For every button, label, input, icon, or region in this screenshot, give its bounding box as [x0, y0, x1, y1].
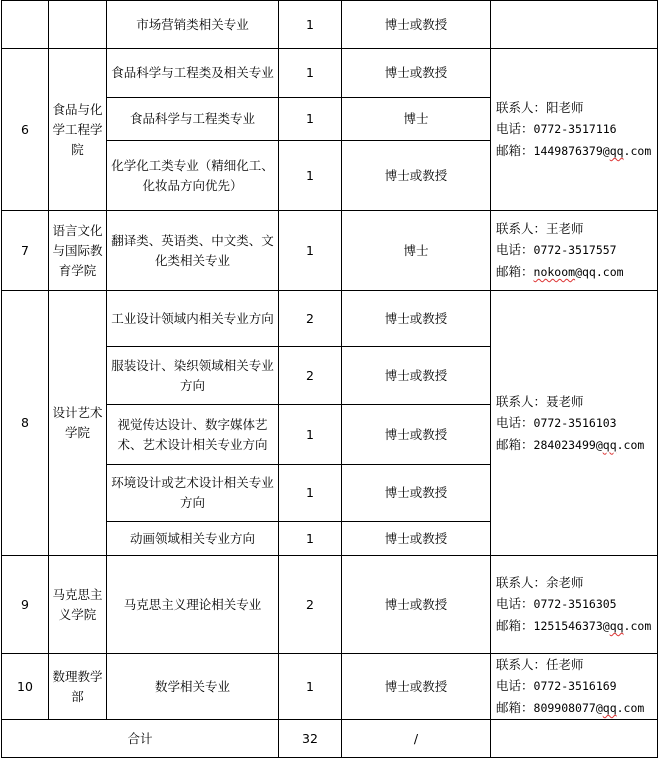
- major-cell: 市场营销类相关专业: [107, 1, 279, 49]
- count-cell: 1: [279, 98, 342, 141]
- count-cell: 1: [279, 141, 342, 211]
- degree-cell: 博士或教授: [342, 141, 491, 211]
- contact-cell: [491, 556, 658, 654]
- count-cell: 1: [279, 1, 342, 49]
- contact-cell: [491, 49, 658, 211]
- contact-person: 联系人：余老师: [496, 575, 584, 590]
- college-name: 数理教学部: [49, 654, 107, 720]
- degree-cell: 博士或教授: [342, 654, 491, 720]
- contact-phone: 电话：0772-3517557: [496, 242, 617, 257]
- table-row: [2, 654, 658, 720]
- degree-cell: 博士: [342, 98, 491, 141]
- row-number: 10: [2, 654, 49, 720]
- row-number: 7: [2, 211, 49, 291]
- degree-cell: 博士或教授: [342, 522, 491, 556]
- recruitment-table: [1, 0, 658, 758]
- contact-cell: [491, 291, 658, 556]
- count-cell: 2: [279, 347, 342, 405]
- degree-cell: 博士或教授: [342, 291, 491, 347]
- total-label: 合计: [2, 720, 279, 758]
- contact-email[interactable]: 邮箱：809908077@qq.com: [496, 700, 645, 715]
- major-cell: 服装设计、染织领域相关专业方向: [107, 347, 279, 405]
- table-row: [2, 211, 658, 291]
- total-degree: /: [342, 720, 491, 758]
- degree-cell: 博士或教授: [342, 1, 491, 49]
- degree-cell: 博士或教授: [342, 347, 491, 405]
- row-number: 6: [2, 49, 49, 211]
- table-row: [2, 1, 658, 49]
- contact-person: 联系人：王老师: [496, 221, 584, 236]
- major-cell: 视觉传达设计、数字媒体艺术、艺术设计相关专业方向: [107, 405, 279, 465]
- degree-cell: 博士或教授: [342, 465, 491, 522]
- contact-cell-empty: [491, 1, 658, 49]
- table-row: [2, 556, 658, 654]
- contact-phone: 电话：0772-3516103: [496, 414, 617, 430]
- college-name: 设计艺术学院: [49, 291, 107, 556]
- count-cell: 2: [279, 556, 342, 654]
- contact-phone: 电话：0772-3516305: [496, 596, 617, 611]
- contact-phone: 电话：0772-3517116: [496, 121, 617, 136]
- contact-email[interactable]: 邮箱：nokoom@qq.com: [496, 264, 624, 279]
- row-number: 9: [2, 556, 49, 654]
- contact-cell: [491, 654, 658, 720]
- college-name: 马克思主义学院: [49, 556, 107, 654]
- count-cell: 1: [279, 654, 342, 720]
- row-number: [2, 1, 49, 49]
- total-contact-empty: [491, 720, 658, 758]
- degree-cell: 博士或教授: [342, 405, 491, 465]
- count-cell: 1: [279, 211, 342, 291]
- contact-email[interactable]: 邮箱：1449876379@qq.com: [496, 143, 652, 158]
- contact-phone: 电话：0772-3516169: [496, 678, 617, 693]
- major-cell: 工业设计领域内相关专业方向: [107, 291, 279, 347]
- contact-person: 联系人：聂老师: [496, 393, 584, 409]
- contact-email[interactable]: 邮箱：284023499@qq.com: [496, 436, 645, 452]
- total-row: [2, 720, 658, 758]
- major-cell: 环境设计或艺术设计相关专业方向: [107, 465, 279, 522]
- major-cell: 马克思主义理论相关专业: [107, 556, 279, 654]
- count-cell: 1: [279, 465, 342, 522]
- degree-cell: 博士或教授: [342, 556, 491, 654]
- contact-person: 联系人：阳老师: [496, 100, 584, 115]
- count-cell: 2: [279, 291, 342, 347]
- major-cell: 翻译类、英语类、中文类、文化类相关专业: [107, 211, 279, 291]
- major-cell: 动画领域相关专业方向: [107, 522, 279, 556]
- count-cell: 1: [279, 522, 342, 556]
- major-cell: 化学化工类专业（精细化工、化妆品方向优先）: [107, 141, 279, 211]
- degree-cell: 博士: [342, 211, 491, 291]
- college-name: [49, 1, 107, 49]
- contact-cell: [491, 211, 658, 291]
- row-number: 8: [2, 291, 49, 556]
- table-row: [2, 49, 658, 98]
- major-cell: 数学相关专业: [107, 654, 279, 720]
- contact-email[interactable]: 邮箱：1251546373@qq.com: [496, 618, 652, 633]
- count-cell: 1: [279, 49, 342, 98]
- contact-person: 联系人：任老师: [496, 657, 584, 672]
- major-cell: 食品科学与工程类及相关专业: [107, 49, 279, 98]
- total-count: 32: [279, 720, 342, 758]
- table-row: [2, 291, 658, 347]
- degree-cell: 博士或教授: [342, 49, 491, 98]
- major-cell: 食品科学与工程类专业: [107, 98, 279, 141]
- count-cell: 1: [279, 405, 342, 465]
- college-name: 语言文化与国际教育学院: [49, 211, 107, 291]
- college-name: 食品与化学工程学院: [49, 49, 107, 211]
